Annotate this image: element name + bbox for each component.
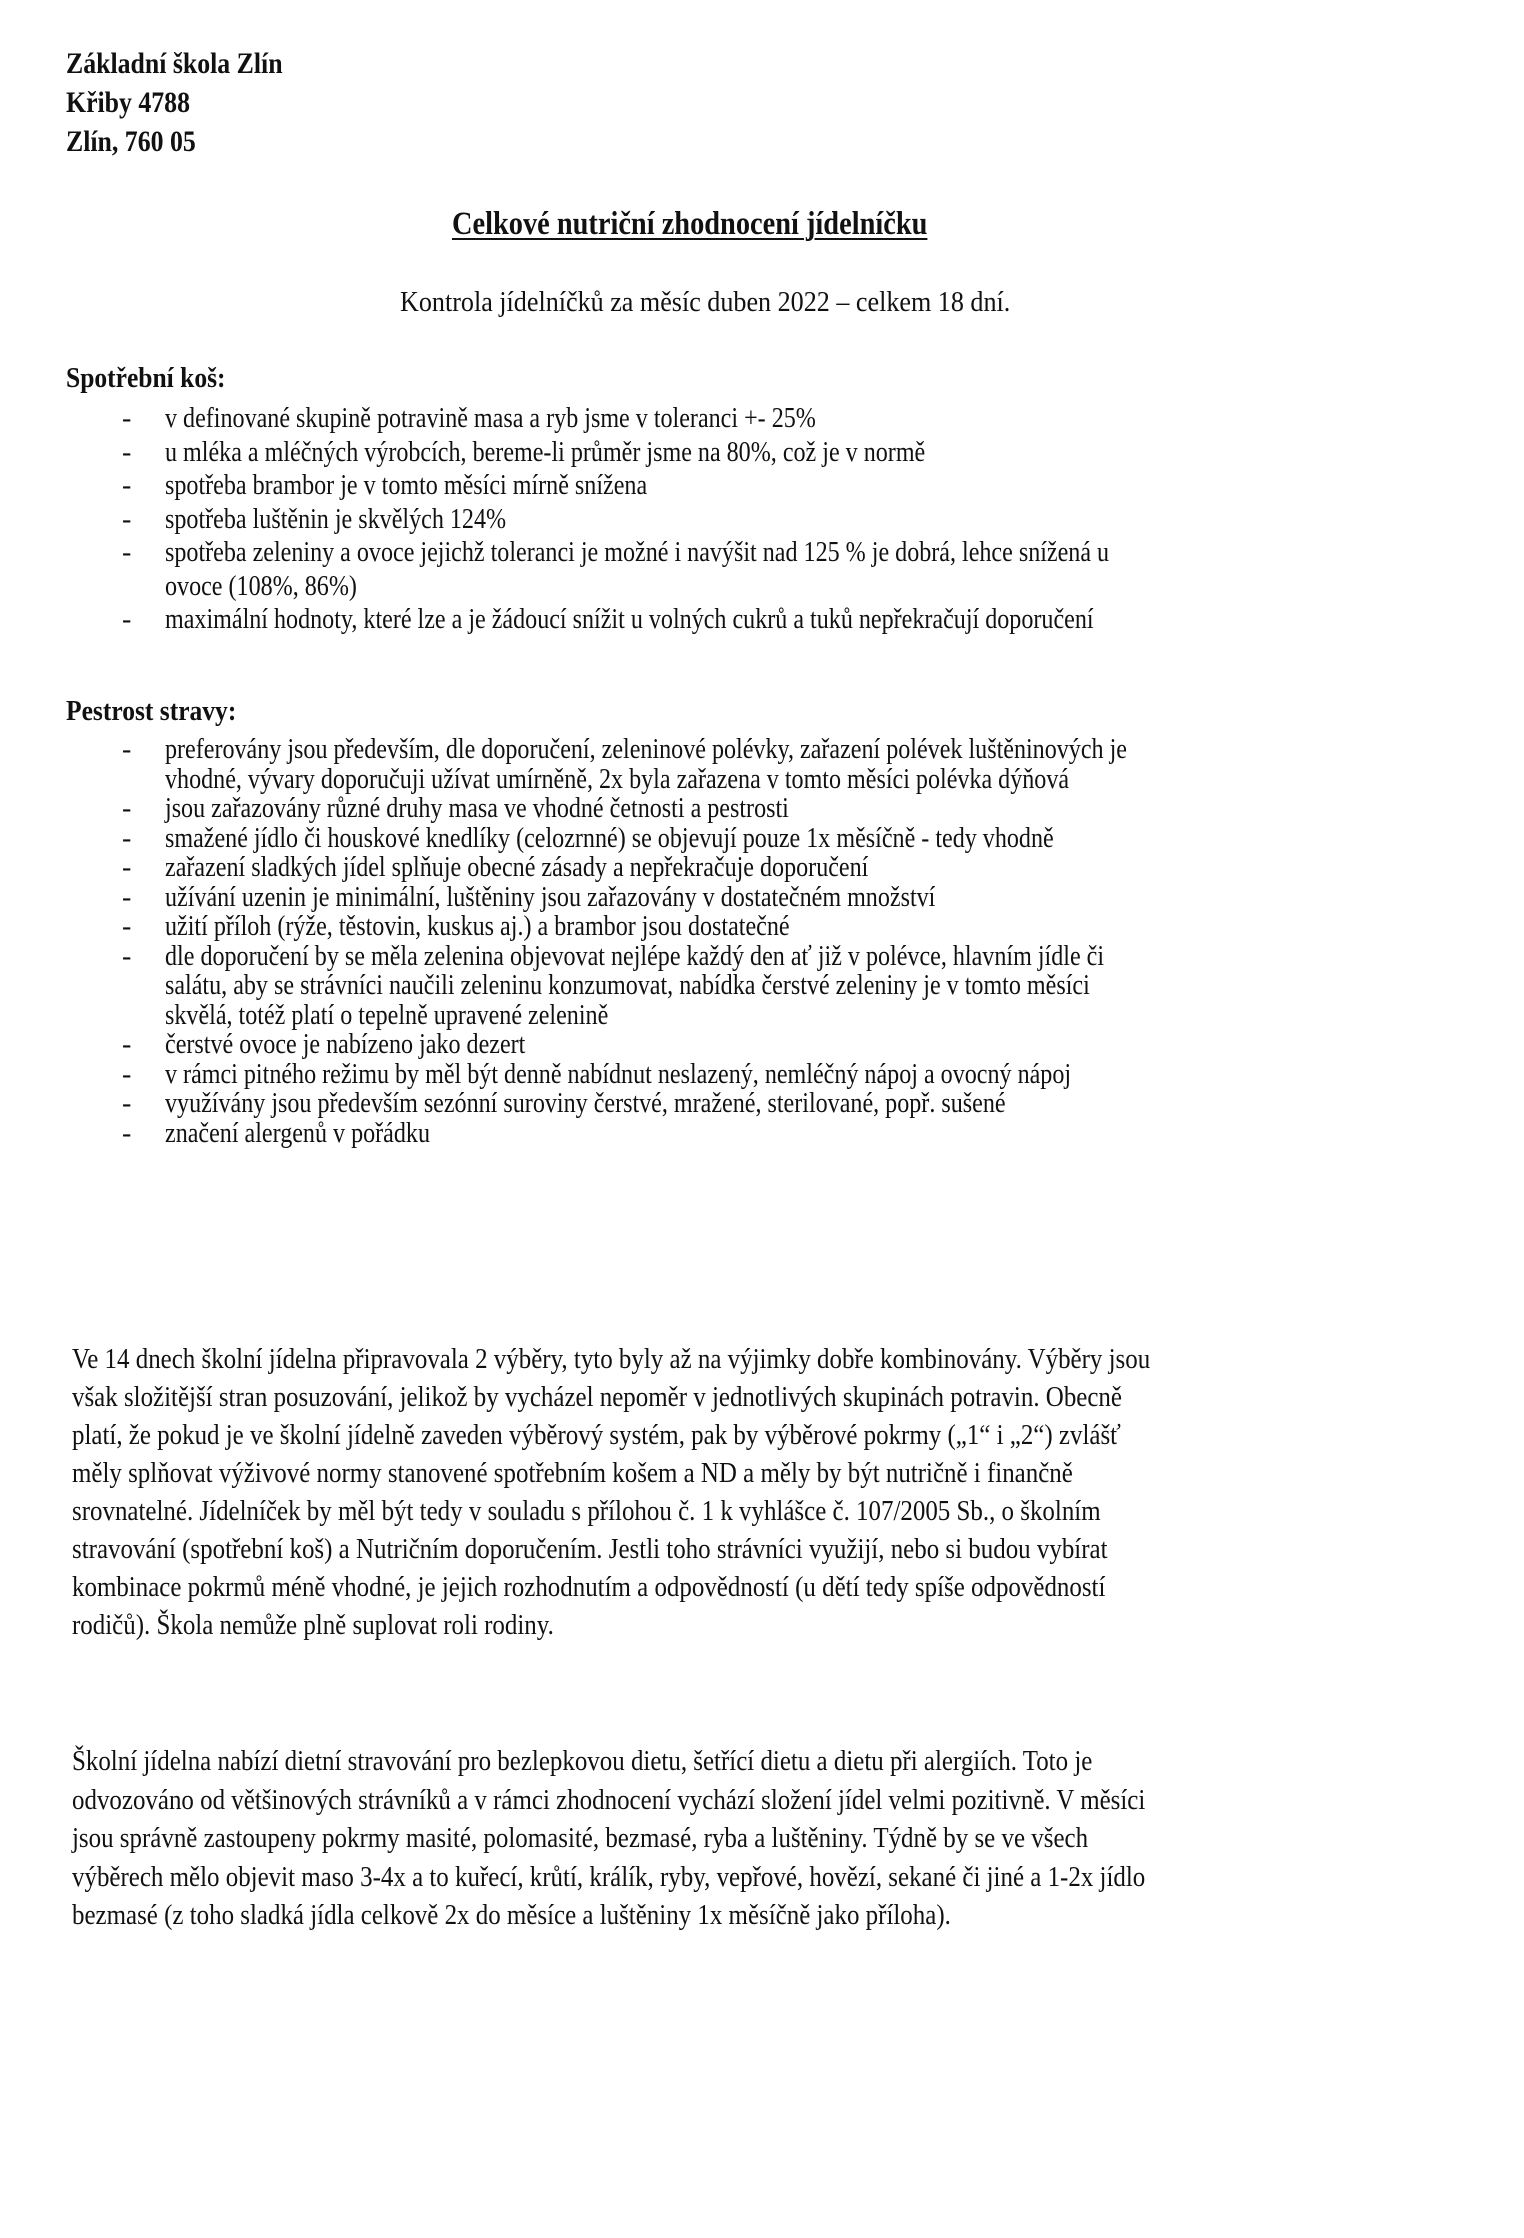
- paragraph-line: kombinace pokrmů méně vhodné, je jejich rozhodnutím a odpovědností (u dětí tedy spíše odpovědností: [72, 1571, 1106, 1603]
- paragraph-line: srovnatelné. Jídelníček by měl být tedy v souladu s přílohou č. 1 k vyhlášce č. 107/2005 Sb., o školním: [72, 1495, 1101, 1527]
- list-item: [0, 469, 1524, 503]
- paragraph-dietni-stravovani: [72, 1742, 1524, 1935]
- paragraph-line: bezmasé (z toho sladká jídla celkově 2x do měsíce a luštěniny 1x měsíčně jako příloha).: [72, 1899, 951, 1931]
- paragraph-line: jsou správně zastoupeny pokrmy masité, polomasité, bezmasé, ryba a luštěniny. Týdně by se ve všech: [72, 1822, 1089, 1854]
- document-title: Celkové nutriční zhodnocení jídelníčku: [452, 206, 928, 242]
- pestrost-stravy-list: [0, 735, 1524, 1148]
- bullet-dash: -: [122, 734, 132, 765]
- list-item-text: jsou zařazovány různé druhy masa ve vhodné četnosti a pestrosti: [165, 793, 789, 824]
- bullet-dash: -: [122, 793, 132, 824]
- list-item-text: spotřeba brambor je v tomto měsíci mírně snížena: [165, 470, 648, 501]
- paragraph-line: Školní jídelna nabízí dietní stravování pro bezlepkovou dietu, šetřící dietu a dietu při alergiích. Toto je: [72, 1745, 1093, 1777]
- list-item-text: ovoce (108%, 86%): [165, 570, 357, 602]
- paragraph-line: výběrech mělo objevit maso 3-4x a to kuřecí, krůtí, králík, ryby, vepřové, hovězí, sekané či jiné a 1-2x jídlo: [72, 1860, 1146, 1893]
- school-name: Základní škola Zlín: [66, 47, 283, 80]
- list-item-text: užívání uzenin je minimální, luštěniny jsou zařazovány v dostatečném množství: [165, 881, 936, 913]
- bullet-dash: -: [122, 503, 132, 535]
- list-item: [0, 853, 1524, 883]
- document-subtitle: Kontrola jídelníčků za měsíc duben 2022 – celkem 18 dní.: [400, 286, 1011, 318]
- list-item-text: spotřeba zeleniny a ovoce jejichž toleranci je možné i navýšit nad 125 % je dobrá, lehce snížená u: [165, 537, 1110, 568]
- paragraph-line: platí, že pokud je ve školní jídelně zaveden výběrový systém, pak by výběrové pokrmy („1“ i „2“) zvlášť: [72, 1419, 1121, 1451]
- list-item: [0, 402, 1524, 436]
- list-item-text: zařazení sladkých jídel splňuje obecné zásady a nepřekračuje doporučení: [165, 852, 869, 883]
- paragraph-line: Ve 14 dnech školní jídelna připravovala 2 výběry, tyto byly až na výjimky dobře kombinovány. Výběry jsou: [72, 1343, 1151, 1375]
- list-item-text: vhodné, vývary doporučuji užívat umírněně, 2x byla zařazena v tomto měsíci polévka dýňová: [165, 763, 1070, 795]
- paragraph-line: měly splňovat výživové normy stanovené spotřebním košem a ND a měly by být nutričně i finančně: [72, 1457, 1073, 1489]
- school-street: Křiby 4788: [66, 86, 190, 119]
- list-item-text: dle doporučení by se měla zelenina objevovat nejlépe každý den ať již v polévce, hlavním jídle či: [165, 940, 1105, 972]
- list-item-text: salátu, aby se strávníci naučili zeleninu konzumovat, nabídka čerstvé zeleniny je v tomto měsíci: [165, 970, 1090, 1001]
- school-city: Zlín, 760 05: [66, 125, 196, 158]
- bullet-dash: -: [122, 1088, 132, 1119]
- school-address-block: [66, 44, 283, 161]
- paragraph-line: však složitější stran posuzování, jelikož by vycházel nepoměr v jednotlivých skupinách potravin. Obecně: [72, 1381, 1122, 1413]
- list-item-text: spotřeba luštěnin je skvělých 124%: [165, 503, 507, 535]
- bullet-dash: -: [122, 881, 132, 913]
- list-item: [0, 1060, 1524, 1090]
- list-item: [0, 912, 1524, 942]
- list-item: [0, 735, 1524, 794]
- bullet-dash: -: [122, 537, 132, 568]
- bullet-dash: -: [122, 911, 132, 942]
- list-item: [0, 603, 1524, 637]
- list-item: [0, 942, 1524, 1031]
- paragraph-line: rodičů). Škola nemůže plně suplovat roli rodiny.: [72, 1609, 554, 1641]
- paragraph-vybery: [72, 1340, 1524, 1644]
- bullet-dash: -: [122, 852, 132, 883]
- list-item-text: užití příloh (rýže, těstovin, kuskus aj.) a brambor jsou dostatečné: [165, 911, 790, 942]
- list-item-text: v definované skupině potravině masa a ryb jsme v toleranci +- 25%: [165, 403, 816, 434]
- list-item: [0, 794, 1524, 824]
- list-item: [0, 1119, 1524, 1149]
- bullet-dash: -: [122, 604, 132, 635]
- list-item: [0, 824, 1524, 854]
- list-item-text: čerstvé ovoce je nabízeno jako dezert: [165, 1029, 526, 1060]
- list-item-text: maximální hodnoty, které lze a je žádoucí snížit u volných cukrů a tuků nepřekračují doporučení: [165, 604, 1094, 635]
- bullet-dash: -: [122, 940, 132, 972]
- list-item-text: značení alergenů v pořádku: [165, 1117, 430, 1149]
- bullet-dash: -: [122, 1117, 132, 1149]
- list-item-text: u mléka a mléčných výrobcích, bereme-li průměr jsme na 80%, což je v normě: [165, 436, 926, 468]
- section-heading-pestrost-stravy: Pestrost stravy:: [66, 695, 237, 727]
- list-item-text: využívány jsou především sezónní suroviny čerstvé, mražené, sterilované, popř. sušené: [165, 1088, 1006, 1119]
- list-item: [0, 1089, 1524, 1119]
- bullet-dash: -: [122, 436, 132, 468]
- section-heading-spotrebni-kos: Spotřební koš:: [66, 362, 226, 394]
- list-item-text: smažené jídlo či houskové knedlíky (celozrnné) se objevují pouze 1x měsíčně - tedy vhodně: [165, 822, 1054, 854]
- bullet-dash: -: [122, 822, 132, 854]
- bullet-dash: -: [122, 403, 132, 434]
- paragraph-line: stravování (spotřební koš) a Nutričním doporučením. Jestli toho strávníci využijí, nebo si budou vybírat: [72, 1533, 1108, 1565]
- bullet-dash: -: [122, 1029, 132, 1060]
- list-item: [0, 536, 1524, 603]
- list-item: [0, 436, 1524, 470]
- bullet-dash: -: [122, 1058, 132, 1090]
- list-item-text: preferovány jsou především, dle doporučení, zeleninové polévky, zařazení polévek luštěninových je: [165, 734, 1127, 765]
- bullet-dash: -: [122, 470, 132, 501]
- list-item-text: v rámci pitného režimu by měl být denně nabídnut neslazený, nemléčný nápoj a ovocný nápoj: [165, 1058, 1072, 1090]
- paragraph-line: odvozováno od většinových strávníků a v rámci zhodnocení vychází složení jídel velmi pozitivně. V měsíci: [72, 1783, 1146, 1816]
- list-item: [0, 883, 1524, 913]
- list-item: [0, 503, 1524, 537]
- list-item-text: skvělá, totéž platí o tepelně upravené zelenině: [165, 999, 609, 1031]
- spotrebni-kos-list: [0, 402, 1524, 637]
- list-item: [0, 1030, 1524, 1060]
